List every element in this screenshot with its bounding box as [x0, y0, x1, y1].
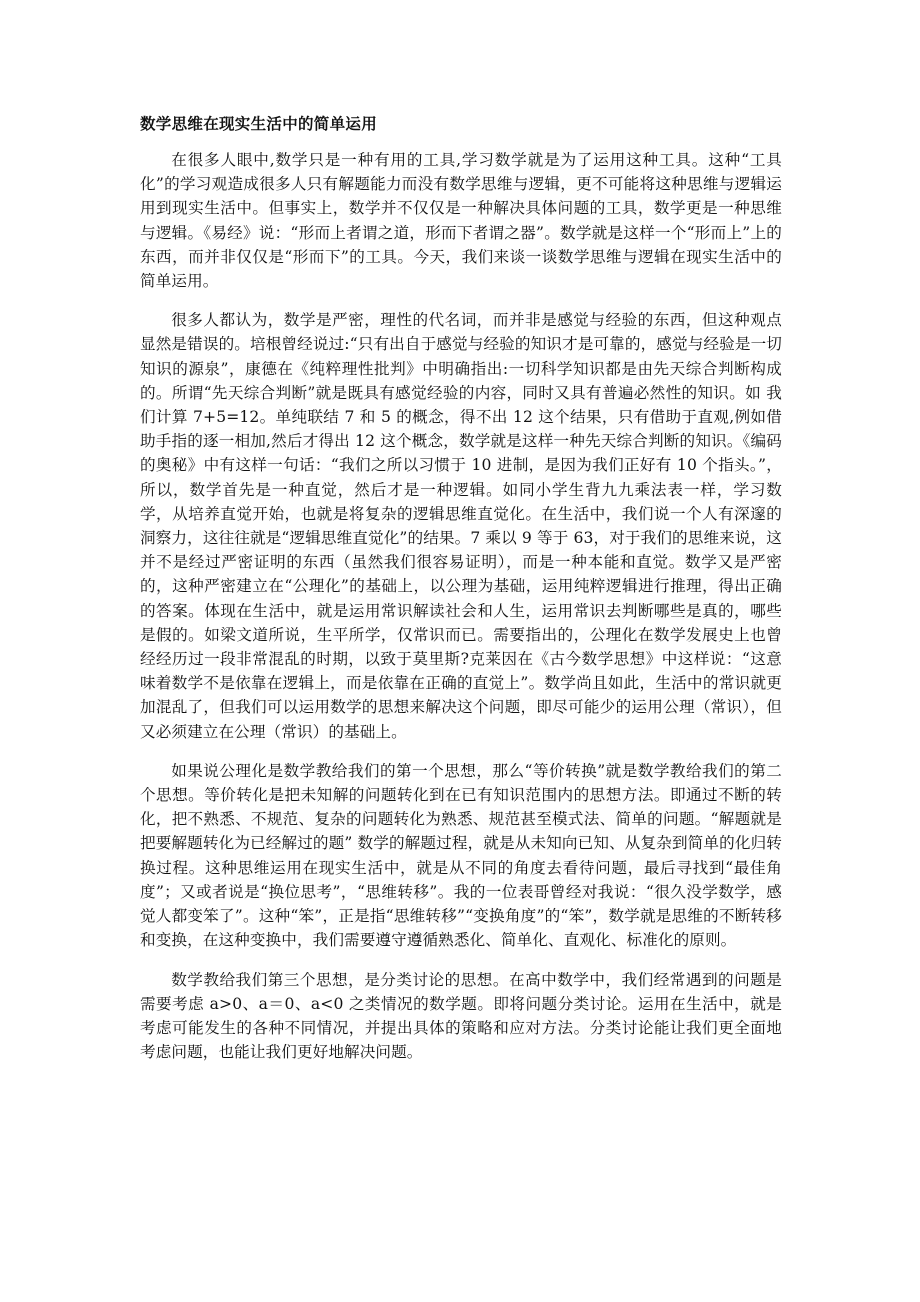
paragraph-3: 如果说公理化是数学教给我们的第一个思想，那么“等价转换”就是数学教给我们的第二个思想。等价转化是把未知解的问题转化到在已有知识范围内的思想方法。即通过不断的转化，把不熟悉、不规范、复杂的问题转化为熟悉、规范甚至模式法、简单的问题。“解题就是把要解题转化为已经解过的题” 数学的解题过程，就是从未知向已知、从复杂到简单的化归转换过程。这种思维运用在现实生活中，就是从不同的角度去看待问题，最后寻找到“最佳角度”；又或者说是“换位思考”，“思维转移”。我的一位表哥曾经对我说：“很久没学数学，感觉人都变笨了”。这种“笨”，正是指“思维转移”“变换角度”的“笨”，数学就是思维的不断转移和变换，在这种变换中，我们需要遵守遵循熟悉化、简单化、直观化、标准化的原则。 — [140, 761, 782, 950]
document-title: 数学思维在现实生活中的简单运用 — [140, 115, 378, 133]
paragraph-2: 很多人都认为，数学是严密，理性的代名词，而并非是感觉与经验的东西，但这种观点显然是错误的。培根曾经说过:“只有出自于感觉与经验的知识才是可靠的，感觉与经验是一切知识的源泉”，康德在《纯粹理性批判》中明确指出:一切科学知识都是由先天综合判断构成的。所谓“先天综合判断”就是既具有感觉经验的内容，同时又具有普遍必然性的知识。如 我们计算 7+5=12。单纯联结 7 和 5 的概念，得不出 12 这个结果，只有借助于直观,例如借助手指的逐一相加,然后才得出 12 这个概念，数学就是这样一种先天综合判断的知识。《编码的奥秘》中有这样一句话：“我们之所以习惯于 10 进制，是因为我们正好有 10 个指头。”，所以，数学首先是一种直觉，然后才是一种逻辑。如同小学生背九九乘法表一样，学习数学，从培养直觉开始，也就是将复杂的逻辑思维直觉化。在生活中，我们说一个人有深邃的洞察力，这往往就是“逻辑思维直觉化”的结果。7 乘以 9 等于 63，对于我们的思维来说，这并不是经过严密证明的东西（虽然我们很容易证明），而是一种本能和直觉。数学又是严密的，这种严密建立在“公理化”的基础上，以公理为基础，运用纯粹逻辑进行推理，得出正确的答案。体现在生活中，就是运用常识解读社会和人生，运用常识去判断哪些是真的，哪些是假的。如梁文道所说，生平所学，仅常识而已。需要指出的，公理化在数学发展史上也曾经经历过一段非常混乱的时期，以致于莫里斯?克莱因在《古今数学思想》中这样说：“这意味着数学不是依靠在逻辑上，而是依靠在正确的直觉上”。数学尚且如此，生活中的常识就更加混乱了，但我们可以运用数学的思想来解决这个问题，即尽可能少的运用公理（常识），但又必须建立在公理（常识）的基础上。 — [140, 311, 782, 741]
paragraph-4: 数学教给我们第三个思想，是分类讨论的思想。在高中数学中，我们经常遇到的问题是需要考虑 a>0、a＝0、a<0 之类情况的数学题。即将问题分类讨论。运用在生活中，就是考虑可能发生的各种不同情况，并提出具体的策略和应对方法。分类讨论能让我们更全面地考虑问题，也能让我们更好地解决问题。 — [140, 970, 782, 1062]
document-body — [140, 112, 782, 1079]
paragraph-1: 在很多人眼中,数学只是一种有用的工具,学习数学就是为了运用这种工具。这种“工具化”的学习观造成很多人只有解题能力而没有数学思维与逻辑，更不可能将这种思维与逻辑运用到现实生活中。但事实上，数学并不仅仅是一种解决具体问题的工具，数学更是一种思维与逻辑。《易经》说：“形而上者谓之道，形而下者谓之器”。数学就是这样一个“形而上”上的东西，而并非仅仅是“形而下”的工具。今天，我们来谈一谈数学思维与逻辑在现实生活中的简单运用。 — [140, 151, 782, 291]
